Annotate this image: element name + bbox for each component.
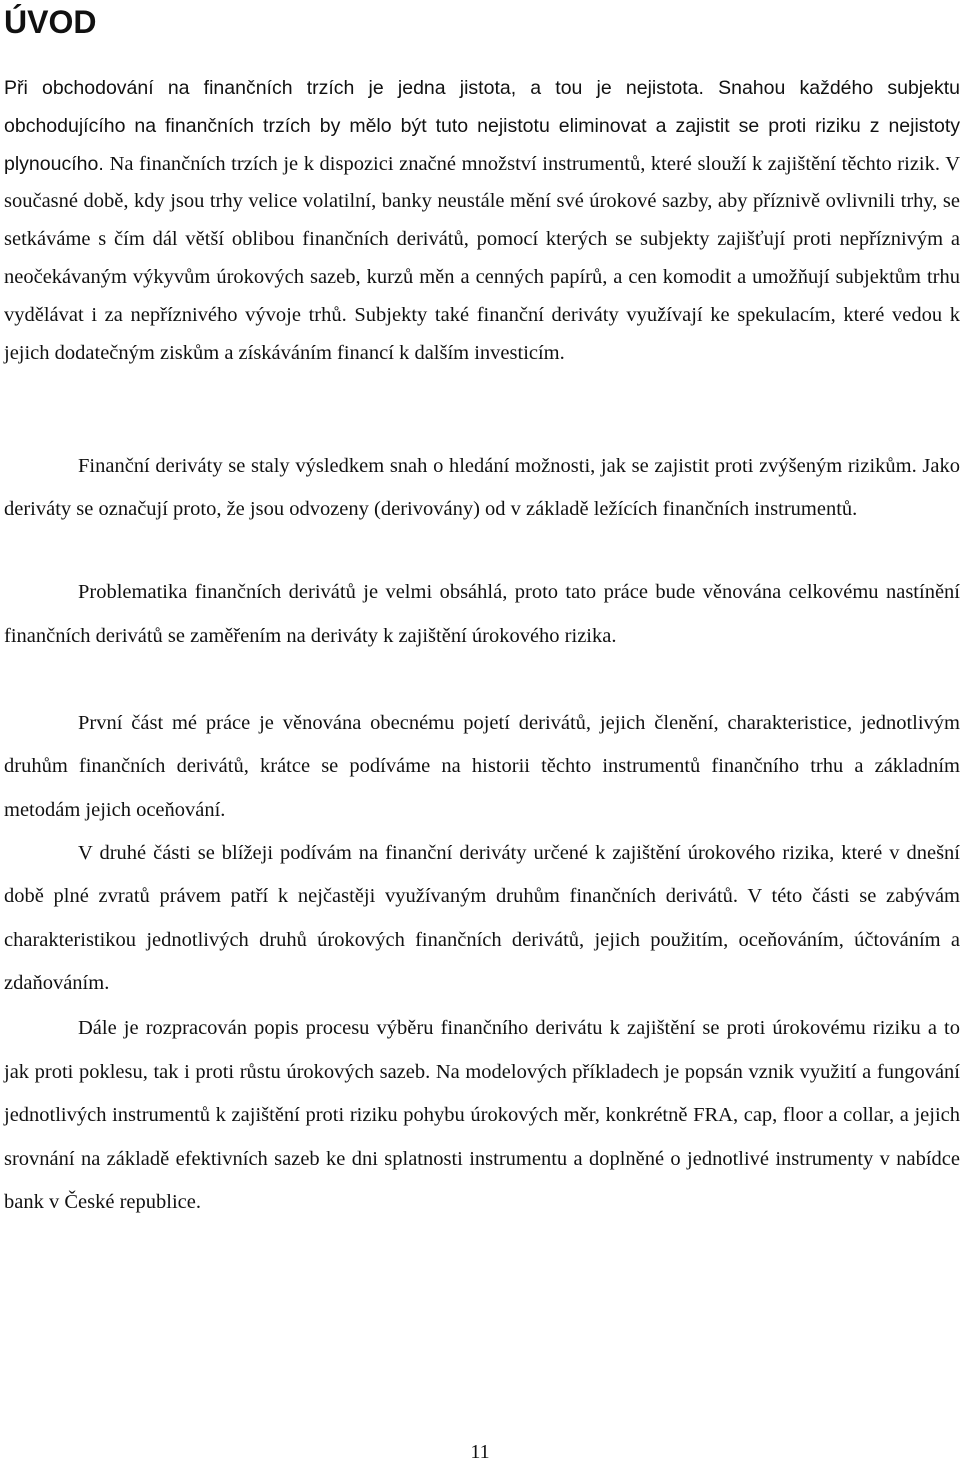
- page-title: ÚVOD: [4, 4, 97, 40]
- paragraph-thesis-scope: Problematika finančních derivátů je velmi obsáhlá, proto tato práce bude věnována celkovému nastínění finančních derivátů se zaměřením na deriváty k zajištění úrokového rizika.: [4, 581, 960, 647]
- paragraph-third-part: Dále je rozpracován popis procesu výběru finančního derivátu k zajištění se proti úrokovému riziku a to jak proti poklesu, tak i proti růstu úrokových sazeb. Na modelových příkladech je popsán vznik využití a fungování jednotlivých instrumentů k zajištění proti riziku pohybu úrokových měr, konkrétně FRA, cap, floor a collar, a jejich srovnání na základě efektivních sazeb ke dni splatnosti instrumentu a doplněné o jednotlivé instrumenty v nabídce bank v České republice.: [4, 1017, 960, 1214]
- paragraph-first-part: První část mé práce je věnována obecnému pojetí derivátů, jejich členění, charakteristice, jednotlivým druhům finančních derivátů, krátce se podíváme na historii těchto instrumentů finančního trhu a základním metodám jejich oceňování.: [4, 712, 960, 821]
- paragraph-intro-sans-text: Při obchodování na finančních trzích je jedna jistota, a tou je nejistota. Snahou každého subjektu obchodujícího na finančních trzích by mělo být tuto nejistotu eliminovat a zajistit se proti riziku z nejistoty plynoucího.: [4, 77, 960, 175]
- paragraph-intro: [4, 70, 960, 372]
- page-number: 11: [470, 1441, 490, 1463]
- paragraph-intro-serif-text: Na finančních trzích je k dispozici značné množství instrumentů, které slouží k zajištění těchto rizik. V současné době, kdy jsou trhy velice volatilní, banky neustále mění své úrokové sazby, aby příznivě ovlivnili trhy, se setkáváme s čím dál větší oblibou finančních derivátů, pomocí kterých se subjekty zajišťují proti nepříznivým a neočekávaným výkyvům úrokových sazeb, kurzů měn a cenných papírů, a cen komodit a umožňují subjektům trhu vydělávat i za nepříznivého vývoje trhů. Subjekty také finanční deriváty využívají ke spekulacím, které vedou k jejich dodatečným ziskům a získáváním financí k dalším investicím.: [4, 152, 960, 364]
- paragraph-derivatives-origin: Finanční deriváty se staly výsledkem snah o hledání možnosti, jak se zajistit proti zvýšeným rizikům. Jako deriváty se označují proto, že jsou odvozeny (derivovány) od v základě ležících finančních instrumentů.: [4, 455, 960, 520]
- paragraph-second-part: V druhé části se blížeji podívám na finanční deriváty určené k zajištění úrokového rizika, které v dnešní době plné zvratů právem patří k nejčastěji využívaným druhům finančních derivátů. V této části se zabývám charakteristikou jednotlivých druhů úrokových finančních derivátů, jejich použitím, oceňováním, účtováním a zdaňováním.: [4, 842, 960, 995]
